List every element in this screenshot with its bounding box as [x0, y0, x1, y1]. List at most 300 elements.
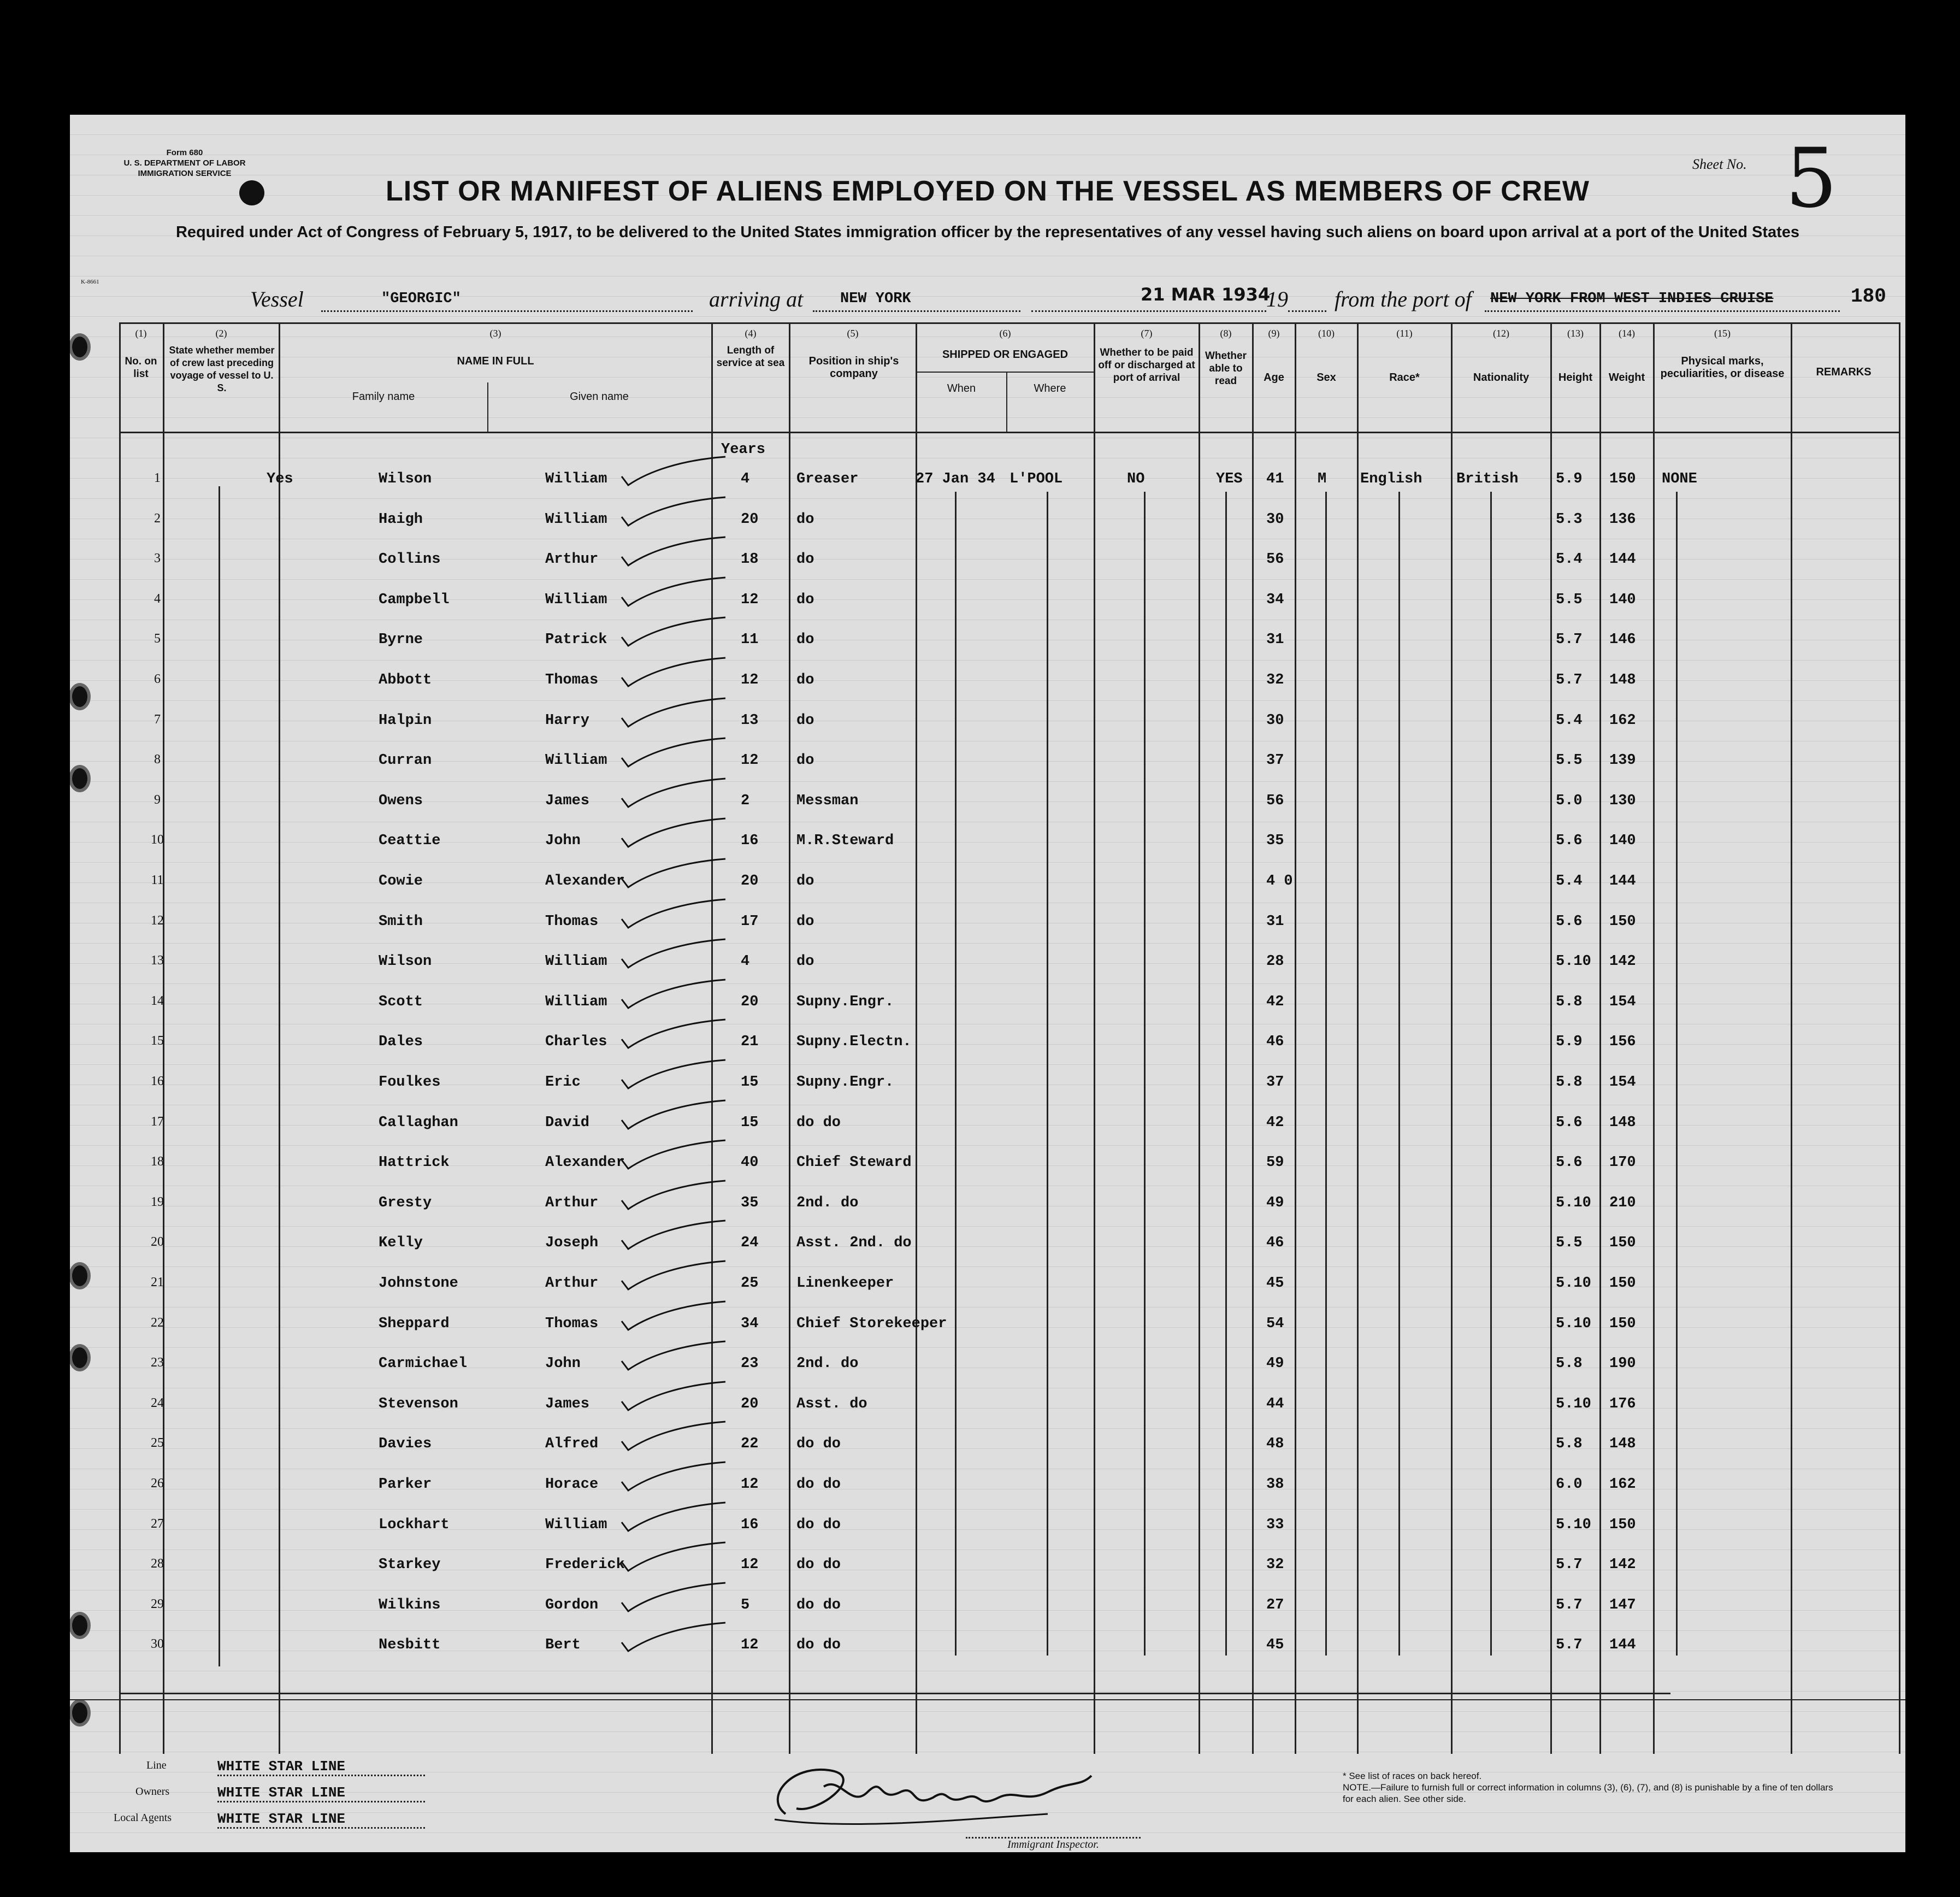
prev-voyage-cell: Yes — [267, 471, 293, 487]
given-name-cell: William — [545, 471, 607, 487]
height-cell: 5.7 — [1556, 672, 1583, 688]
weight-cell: 144 — [1609, 1637, 1636, 1654]
year-field — [1288, 284, 1326, 312]
position-cell: Asst. do — [796, 1395, 867, 1412]
vessel-label: Vessel — [250, 287, 304, 311]
position-cell: do do — [796, 1476, 841, 1493]
position-cell: Asst. 2nd. do — [796, 1235, 912, 1252]
service-years-cell: 12 — [741, 1637, 759, 1654]
given-name-cell: Charles — [545, 1034, 607, 1051]
col-3-number: (3) — [489, 328, 501, 339]
row-number-cell: 20 — [151, 1235, 164, 1250]
height-cell: 5.6 — [1556, 833, 1583, 850]
family-name-cell: Owens — [379, 792, 423, 809]
service-years-cell: 23 — [741, 1356, 759, 1372]
sheet-number-label: Sheet No. — [1692, 156, 1747, 172]
service-years-cell: 12 — [741, 1557, 759, 1574]
height-cell: 5.7 — [1556, 1596, 1583, 1613]
check-mark — [616, 495, 731, 528]
check-mark — [616, 1339, 731, 1372]
inspector-signature — [742, 1754, 1124, 1830]
weight-cell: 144 — [1609, 873, 1636, 889]
weight-cell: 148 — [1609, 1436, 1636, 1453]
col-2-number: (2) — [215, 328, 227, 339]
row-number-cell: 23 — [151, 1356, 164, 1370]
table-row — [70, 471, 1763, 511]
height-cell: 6.0 — [1556, 1476, 1583, 1493]
table-row — [70, 1356, 1763, 1396]
footnotes — [1343, 1770, 1834, 1805]
weight-cell: 140 — [1609, 591, 1636, 608]
family-name-cell: Gresty — [379, 1194, 432, 1211]
local-agents-label: Local Agents — [114, 1812, 172, 1824]
row-number-cell: 9 — [154, 792, 161, 807]
given-name-cell: William — [545, 511, 607, 528]
family-name-cell: Scott — [379, 993, 423, 1010]
weight-cell: 130 — [1609, 792, 1636, 809]
service-years-cell: 22 — [741, 1436, 759, 1453]
family-name-cell: Halpin — [379, 712, 432, 729]
family-name-cell: Ceattie — [379, 833, 441, 850]
footer-rule — [70, 1699, 1905, 1700]
weight-cell: 156 — [1609, 1034, 1636, 1051]
check-mark — [616, 776, 731, 809]
height-cell: 5.6 — [1556, 1114, 1583, 1131]
row-number-cell: 16 — [151, 1074, 164, 1088]
col-4-label: Length of service at sea — [716, 345, 785, 369]
weight-cell: 140 — [1609, 833, 1636, 850]
row-number-cell: 7 — [154, 712, 161, 727]
age-cell: 42 — [1266, 1114, 1284, 1131]
given-name-cell: Alexander — [545, 873, 625, 889]
table-row — [70, 1557, 1763, 1597]
inspector-label: Immigrant Inspector. — [966, 1837, 1141, 1851]
table-row — [70, 1436, 1763, 1476]
weight-cell: 150 — [1609, 1235, 1636, 1252]
age-cell: 45 — [1266, 1275, 1284, 1292]
check-mark — [616, 1380, 731, 1412]
position-cell: Linenkeeper — [796, 1275, 894, 1292]
row-number-cell: 25 — [151, 1436, 164, 1451]
row-number-cell: 22 — [151, 1315, 164, 1330]
height-cell: 5.8 — [1556, 1436, 1583, 1453]
check-mark — [616, 1621, 731, 1653]
form-service: IMMIGRATION SERVICE — [138, 169, 232, 178]
check-mark — [616, 1179, 731, 1211]
height-cell: 5.10 — [1556, 1315, 1591, 1332]
weight-cell: 150 — [1609, 1516, 1636, 1533]
weight-cell: 154 — [1609, 993, 1636, 1010]
col-1-number: (1) — [135, 328, 147, 339]
given-name-cell: William — [545, 953, 607, 970]
position-cell: 2nd. do — [796, 1194, 859, 1211]
service-years-cell: 12 — [741, 672, 759, 688]
table-row — [70, 1637, 1763, 1677]
age-cell: 41 — [1266, 471, 1284, 487]
given-name-cell: Arthur — [545, 1194, 599, 1211]
col-11-label: Race* — [1389, 372, 1420, 384]
table-row — [70, 1597, 1763, 1637]
height-cell: 5.9 — [1556, 471, 1583, 487]
height-cell: 5.8 — [1556, 1356, 1583, 1372]
family-name-cell: Carmichael — [379, 1356, 468, 1372]
check-mark — [616, 736, 731, 769]
position-cell: do — [796, 953, 814, 970]
service-years-cell: 12 — [741, 1476, 759, 1493]
position-cell: 2nd. do — [796, 1356, 859, 1372]
col-10-number: (10) — [1318, 328, 1335, 339]
row-number-cell: 24 — [151, 1395, 164, 1410]
age-cell: 32 — [1266, 1557, 1284, 1574]
age-cell: 31 — [1266, 632, 1284, 649]
position-cell: do — [796, 672, 814, 688]
age-cell: 46 — [1266, 1034, 1284, 1051]
check-mark — [616, 1540, 731, 1573]
table-row — [70, 511, 1763, 552]
family-name-cell: Callaghan — [379, 1114, 458, 1131]
height-cell: 5.8 — [1556, 1074, 1583, 1091]
table-bottom-rule — [119, 1693, 1670, 1694]
age-cell: 37 — [1266, 1074, 1284, 1091]
given-name-cell: Thomas — [545, 672, 599, 688]
col-15-label: Physical marks, peculiarities, or disease — [1660, 355, 1785, 380]
service-years-cell: 17 — [741, 913, 759, 930]
table-row — [70, 994, 1763, 1034]
given-name-cell: John — [545, 1356, 581, 1372]
age-cell: 42 — [1266, 993, 1284, 1010]
col-9-number: (9) — [1268, 328, 1280, 339]
check-mark — [616, 1218, 731, 1251]
service-years-cell: 34 — [741, 1315, 759, 1332]
given-name-cell: Alfred — [545, 1436, 599, 1453]
col-1-label: No. on list — [125, 356, 157, 380]
given-name-cell: William — [545, 591, 607, 608]
weight-cell: 146 — [1609, 632, 1636, 649]
family-name-cell: Foulkes — [379, 1074, 441, 1091]
physical-marks-cell: NONE — [1662, 471, 1697, 487]
age-cell: 48 — [1266, 1436, 1284, 1453]
row-number-cell: 10 — [151, 833, 164, 847]
service-years-cell: 24 — [741, 1235, 759, 1252]
weight-cell: 162 — [1609, 1476, 1636, 1493]
position-cell: do do — [796, 1516, 841, 1533]
age-cell: 49 — [1266, 1194, 1284, 1211]
age-cell: 35 — [1266, 833, 1284, 850]
owners-label-row — [135, 1786, 169, 1798]
col-2-label: State whether member of crew last preceding voyage of vessel to U. S. — [169, 345, 275, 393]
check-mark — [616, 816, 731, 849]
row-number-cell: 21 — [151, 1275, 164, 1289]
col-13-label: Height — [1558, 372, 1593, 384]
height-cell: 5.6 — [1556, 913, 1583, 930]
weight-cell: 147 — [1609, 1596, 1636, 1613]
age-cell: 33 — [1266, 1516, 1284, 1533]
age-cell: 49 — [1266, 1356, 1284, 1372]
given-name-cell: James — [545, 1395, 590, 1412]
check-mark — [616, 575, 731, 608]
col-14-number: (14) — [1619, 328, 1635, 339]
position-cell: do — [796, 712, 814, 729]
check-mark — [616, 1299, 731, 1332]
row-number-cell: 4 — [154, 591, 161, 606]
weight-cell: 136 — [1609, 511, 1636, 528]
service-years-cell: 2 — [741, 792, 750, 809]
col-4-number: (4) — [745, 328, 757, 339]
height-cell: 5.5 — [1556, 1235, 1583, 1252]
col-8-label: Whether able to read — [1205, 350, 1247, 387]
agents-value: WHITE STAR LINE — [217, 1811, 425, 1829]
row-number-cell: 17 — [151, 1114, 164, 1129]
table-row — [70, 1115, 1763, 1155]
family-name-cell: Byrne — [379, 632, 423, 649]
family-name-cell: Smith — [379, 913, 423, 930]
col-12-number: (12) — [1493, 328, 1509, 339]
weight-cell: 144 — [1609, 551, 1636, 568]
form-identifier — [103, 148, 267, 179]
row-number-cell: 28 — [151, 1557, 164, 1571]
grid-line — [1791, 322, 1792, 1754]
weight-cell: 142 — [1609, 953, 1636, 970]
height-cell: 5.4 — [1556, 873, 1583, 889]
line-label-row — [146, 1759, 167, 1772]
given-name-cell: James — [545, 792, 590, 809]
weight-cell: 148 — [1609, 1114, 1636, 1131]
table-row — [70, 712, 1763, 753]
family-name-cell: Nesbitt — [379, 1637, 441, 1654]
manifest-subtitle: Required under Act of Congress of February 5, 1917, to be delivered to the United States immigration officer by the representatives of any vessel having such aliens on board upon arrival at a port of the United States — [175, 223, 1800, 241]
check-mark — [616, 696, 731, 729]
check-mark — [616, 1460, 731, 1493]
check-mark — [616, 455, 731, 487]
col-6-where-label: Where — [1034, 382, 1066, 394]
family-name-cell: Lockhart — [379, 1516, 450, 1533]
weight-cell: 176 — [1609, 1395, 1636, 1412]
penalty-note: NOTE.—Failure to furnish full or correct information in columns (3), (6), (7), and (8) is punishable by a fine of ten dollars for each alien. See other side. — [1343, 1782, 1833, 1804]
table-top-rule — [119, 322, 1900, 324]
weight-cell: 150 — [1609, 1275, 1636, 1292]
weight-cell: 210 — [1609, 1194, 1636, 1211]
agents-label-row — [114, 1812, 172, 1824]
age-cell: 59 — [1266, 1154, 1284, 1171]
service-years-cell: 5 — [741, 1596, 750, 1613]
given-name-cell: Harry — [545, 712, 590, 729]
given-name-cell: Thomas — [545, 913, 599, 930]
family-name-cell: Davies — [379, 1436, 432, 1453]
given-name-cell: Alexander — [545, 1154, 625, 1171]
given-name-cell: Arthur — [545, 551, 599, 568]
footer-agents — [114, 1758, 496, 1840]
table-row — [70, 592, 1763, 632]
height-cell: 5.7 — [1556, 1637, 1583, 1654]
family-name-cell: Wilson — [379, 953, 432, 970]
service-years-cell: 35 — [741, 1194, 759, 1211]
check-mark — [616, 1419, 731, 1452]
given-name-cell: Bert — [545, 1637, 581, 1654]
manifest-sheet — [70, 115, 1905, 1852]
height-cell: 5.8 — [1556, 993, 1583, 1010]
position-cell: do do — [796, 1596, 841, 1613]
position-cell: do do — [796, 1637, 841, 1654]
family-name-cell: Wilkins — [379, 1596, 441, 1613]
weight-cell: 139 — [1609, 752, 1636, 769]
paid-off-cell: NO — [1127, 471, 1145, 487]
given-name-cell: William — [545, 993, 607, 1010]
age-cell: 34 — [1266, 591, 1284, 608]
table-row — [70, 1195, 1763, 1235]
age-cell: 32 — [1266, 672, 1284, 688]
table-row — [70, 793, 1763, 833]
family-name-cell: Johnstone — [379, 1275, 458, 1292]
row-number-cell: 15 — [151, 1034, 164, 1048]
service-years-cell: 15 — [741, 1074, 759, 1091]
table-row — [70, 1396, 1763, 1436]
shipped-when-cell: 27 Jan 34 — [916, 471, 995, 487]
row-number-cell: 14 — [151, 993, 164, 1008]
age-cell: 45 — [1266, 1637, 1284, 1654]
position-cell: do — [796, 551, 814, 568]
weight-cell: 150 — [1609, 913, 1636, 930]
age-cell: 56 — [1266, 792, 1284, 809]
race-cell: English — [1360, 471, 1422, 487]
check-mark — [616, 1098, 731, 1131]
col-14-label: Weight — [1608, 372, 1645, 384]
given-name-cell: David — [545, 1114, 590, 1131]
age-cell: 30 — [1266, 712, 1284, 729]
position-cell: Supny.Engr. — [796, 1074, 894, 1091]
given-name-cell: Arthur — [545, 1275, 599, 1292]
weight-cell: 170 — [1609, 1154, 1636, 1171]
weight-cell: 190 — [1609, 1356, 1636, 1372]
given-name-cell: Eric — [545, 1074, 581, 1091]
table-row — [70, 833, 1763, 873]
service-years-cell: 16 — [741, 1516, 759, 1533]
height-cell: 5.7 — [1556, 632, 1583, 649]
form-number: Form 680 — [166, 148, 203, 157]
races-footnote: * See list of races on back hereof. — [1343, 1771, 1482, 1781]
given-name-cell: Horace — [545, 1476, 599, 1493]
grid-line — [1006, 372, 1007, 432]
position-cell: M.R.Steward — [796, 833, 894, 850]
position-cell: Supny.Electn. — [796, 1034, 912, 1051]
height-cell: 5.3 — [1556, 511, 1583, 528]
service-years-cell: 13 — [741, 712, 759, 729]
arriving-port: NEW YORK — [840, 291, 911, 307]
col-3-given-label: Given name — [570, 391, 629, 403]
row-number-cell: 6 — [154, 672, 161, 686]
position-cell: do — [796, 873, 814, 889]
height-cell: 5.4 — [1556, 712, 1583, 729]
weight-cell: 142 — [1609, 1557, 1636, 1574]
family-name-cell: Haigh — [379, 511, 423, 528]
col-8-number: (8) — [1220, 328, 1232, 339]
service-years-cell: 18 — [741, 551, 759, 568]
line-value: WHITE STAR LINE — [217, 1758, 425, 1776]
service-years-cell: 21 — [741, 1034, 759, 1051]
table-row — [70, 873, 1763, 914]
table-row — [70, 1074, 1763, 1115]
date-stamp: 21 MAR 1934 — [1141, 284, 1271, 305]
position-cell: do do — [796, 1114, 841, 1131]
line-label: Line — [146, 1759, 167, 1771]
age-cell: 30 — [1266, 511, 1284, 528]
row-number-cell: 2 — [154, 511, 161, 526]
age-cell: 4 0 — [1266, 873, 1293, 889]
col-10-label: Sex — [1316, 372, 1336, 384]
service-years-cell: 4 — [741, 471, 750, 487]
table-row — [70, 1517, 1763, 1557]
row-number-cell: 29 — [151, 1596, 164, 1611]
owners-label: Owners — [135, 1786, 170, 1798]
age-cell: 54 — [1266, 1315, 1284, 1332]
family-name-cell: Wilson — [379, 471, 432, 487]
col-5-label: Position in ship's company — [808, 355, 899, 380]
able-to-read-cell: YES — [1216, 471, 1243, 487]
col-12-label: Nationality — [1473, 372, 1530, 384]
age-cell: 46 — [1266, 1235, 1284, 1252]
weight-cell: 154 — [1609, 1074, 1636, 1091]
check-mark — [616, 1581, 731, 1613]
family-name-cell: Campbell — [379, 591, 450, 608]
position-cell: Greaser — [796, 471, 859, 487]
given-name-cell: John — [545, 833, 581, 850]
family-name-cell: Parker — [379, 1476, 432, 1493]
check-mark — [616, 1500, 731, 1533]
family-name-cell: Starkey — [379, 1557, 441, 1574]
row-number-cell: 1 — [154, 471, 161, 485]
family-name-cell: Kelly — [379, 1235, 423, 1252]
check-mark — [616, 656, 731, 688]
grid-line — [1899, 322, 1900, 1754]
col-7-number: (7) — [1141, 328, 1153, 339]
family-name-cell: Cowie — [379, 873, 423, 889]
weight-cell: 162 — [1609, 712, 1636, 729]
check-mark — [616, 535, 731, 568]
check-mark — [616, 1138, 731, 1171]
vessel-line — [250, 284, 1889, 317]
table-row — [70, 632, 1763, 672]
row-number-cell: 5 — [154, 632, 161, 646]
table-row — [70, 1034, 1763, 1074]
shipped-subheader-rule — [917, 372, 1094, 373]
vessel-field — [321, 284, 693, 312]
row-number-cell: 19 — [151, 1194, 164, 1209]
position-cell: Supny.Engr. — [796, 993, 894, 1010]
check-mark — [616, 937, 731, 970]
service-years-cell: 25 — [741, 1275, 759, 1292]
given-name-cell: Joseph — [545, 1235, 599, 1252]
given-name-cell: Patrick — [545, 632, 607, 649]
weight-cell: 150 — [1609, 471, 1636, 487]
service-years-cell: 16 — [741, 833, 759, 850]
col-6-when-label: When — [947, 382, 976, 394]
service-years-cell: 15 — [741, 1114, 759, 1131]
table-row — [70, 1476, 1763, 1517]
age-cell: 28 — [1266, 953, 1284, 970]
table-row — [70, 1275, 1763, 1316]
height-cell: 5.4 — [1556, 551, 1583, 568]
check-mark — [616, 897, 731, 930]
table-row — [70, 1235, 1763, 1275]
height-cell: 5.10 — [1556, 1516, 1591, 1533]
shipped-where-cell: L'POOL — [1009, 471, 1063, 487]
year-label: 19 — [1266, 287, 1288, 311]
family-name-cell: Abbott — [379, 672, 432, 688]
check-mark — [616, 615, 731, 648]
given-name-cell: Frederick — [545, 1557, 625, 1574]
table-row — [70, 752, 1763, 793]
from-port-label: from the port of — [1335, 287, 1472, 311]
height-cell: 5.10 — [1556, 1395, 1591, 1412]
